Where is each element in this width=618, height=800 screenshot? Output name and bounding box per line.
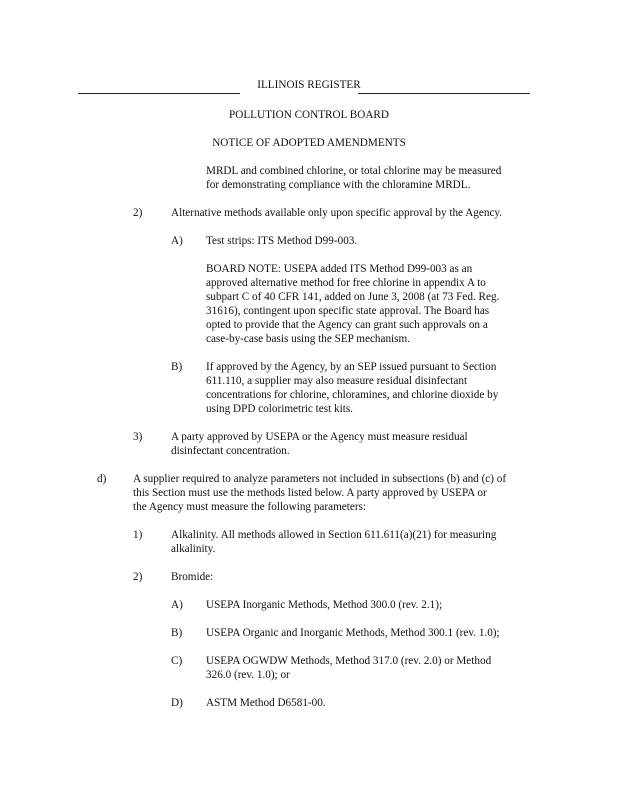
item-2b-line: 611.110, a supplier may also measure residual disinfectant xyxy=(206,375,468,387)
header-rule-right xyxy=(358,93,530,94)
item-2b-line: If approved by the Agency, by an SEP issued pursuant to Section xyxy=(206,361,497,373)
item-d2c-line: USEPA OGWDW Methods, Method 317.0 (rev. 2.0) or Method xyxy=(206,655,492,667)
item-d2c-line: 326.0 (rev. 1.0); or xyxy=(206,669,290,681)
item-d-label: d) xyxy=(97,473,107,485)
board-note-line: 31616), contingent upon specific state approval. The Board has xyxy=(206,305,490,317)
item-3-line: disinfectant concentration. xyxy=(171,445,290,457)
item-d2c-label: C) xyxy=(171,655,183,667)
item-2-label: 2) xyxy=(133,207,143,219)
agency-title: POLLUTION CONTROL BOARD xyxy=(229,109,389,121)
item-2b-label: B) xyxy=(171,361,183,373)
cont-line-1: MRDL and combined chlorine, or total chlorine may be measured xyxy=(206,165,502,177)
item-d-line: the Agency must measure the following parameters: xyxy=(133,501,367,513)
item-2-text: Alternative methods available only upon specific approval by the Agency. xyxy=(171,207,503,219)
item-2b-line: concentrations for chlorine, chloramines, and chlorine dioxide by xyxy=(206,389,499,401)
item-d2-text: Bromide: xyxy=(171,571,214,583)
item-d-line: this Section must use the methods listed below. A party approved by USEPA or xyxy=(133,487,487,499)
board-note-line: opted to provide that the Agency can grant such approvals on a xyxy=(206,319,488,331)
item-2b-line: using DPD colorimetric test kits. xyxy=(206,403,353,415)
item-2a-text: Test strips: ITS Method D99-003. xyxy=(206,235,358,247)
item-d1-line: alkalinity. xyxy=(171,543,216,555)
item-d2-label: 2) xyxy=(133,571,143,583)
item-d2a-text: USEPA Inorganic Methods, Method 300.0 (rev. 2.1); xyxy=(206,599,443,611)
cont-line-2: for demonstrating compliance with the chloramine MRDL. xyxy=(206,179,471,191)
item-d2b-label: B) xyxy=(171,627,183,639)
board-note-line: subpart C of 40 CFR 141, added on June 3, 2008 (at 73 Fed. Reg. xyxy=(206,291,500,303)
item-d2a-label: A) xyxy=(171,599,183,611)
header-rule-left xyxy=(78,93,240,94)
item-d-line: A supplier required to analyze parameters not included in subsections (b) and (c) of xyxy=(133,473,507,485)
item-d1-line: Alkalinity. All methods allowed in Section 611.611(a)(21) for measuring xyxy=(171,529,497,541)
item-3-line: A party approved by USEPA or the Agency must measure residual xyxy=(171,431,468,443)
item-d2b-text: USEPA Organic and Inorganic Methods, Method 300.1 (rev. 1.0); xyxy=(206,627,500,639)
board-note-line: BOARD NOTE: USEPA added ITS Method D99-003 as an xyxy=(206,263,473,275)
board-note-line: approved alternative method for free chlorine in appendix A to xyxy=(206,277,486,289)
board-note-line: case-by-case basis using the SEP mechanism. xyxy=(206,333,411,345)
item-d2d-label: D) xyxy=(171,697,183,709)
register-title: ILLINOIS REGISTER xyxy=(257,79,361,91)
item-2a-label: A) xyxy=(171,235,183,247)
notice-title: NOTICE OF ADOPTED AMENDMENTS xyxy=(212,137,406,149)
item-3-label: 3) xyxy=(133,431,143,443)
item-d2d-text: ASTM Method D6581-00. xyxy=(206,697,326,709)
item-d1-label: 1) xyxy=(133,529,143,541)
